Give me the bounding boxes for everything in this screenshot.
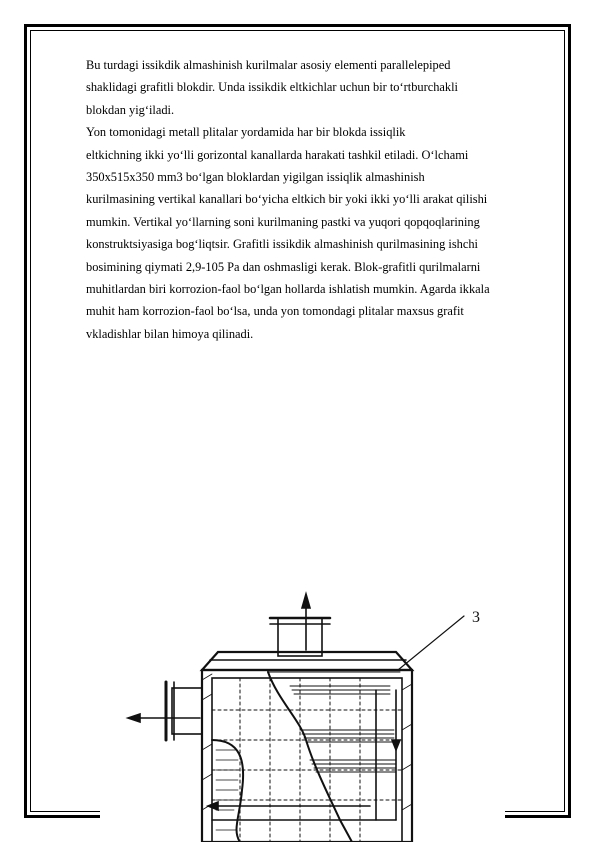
top-cover <box>202 652 412 670</box>
text-line: Bu turdagi issikdik almashinish kurilmalar asosiy elementi parallelepiped <box>86 58 451 72</box>
arrow-up-head <box>302 594 310 608</box>
text-line: muhitlardan biri korrozion-faol bo‘lgan hollarda ishlatish mumkin. Agarda ikkala <box>86 281 490 296</box>
bottom-curve <box>212 740 243 842</box>
text-line: muhit ham korrozion-faol bo‘lsa, unda yon tomondagi plitalar maxsus grafit <box>86 304 464 319</box>
text-line: kurilmasining vertikal kanallari bo‘yicha eltkich bir yoki ikki yo‘lli arakat qilishi <box>86 192 488 207</box>
cutaway-line <box>268 672 352 842</box>
drawing-svg <box>100 590 505 842</box>
text-line: shaklidagi grafitli blokdir. Unda issikdik eltkichlar uchun bir to‘rtburchakli <box>86 80 458 95</box>
text-line: eltkichning ikki yo‘lli gorizontal kanallarda harakati tashkil etiladi. O‘lchami <box>86 147 469 162</box>
heat-exchanger-drawing <box>100 590 505 842</box>
text-line: konstruktsiyasiga bog‘liqtsir. Grafitli issikdik almashinish qurilmasining ishchi <box>86 237 479 252</box>
text-line: Yon tomonidagi metall plitalar yordamida har bir blokda issiqlik <box>86 125 406 140</box>
text-line: bosimining qiymati 2,9-105 Pa dan oshmasligi kerak. Blok-grafitli qurilmalarni <box>86 259 481 274</box>
callout-leader <box>398 616 464 670</box>
callout-label: 3 <box>472 609 480 626</box>
text-line: 350x515x350 mm3 bo‘lgan bloklardan yigilgan issiqlik almashinish <box>86 169 425 184</box>
text-line: blokdan yig‘iladi. <box>86 102 175 117</box>
body-text <box>86 54 556 345</box>
text-line: vkladishlar bilan himoya qilinadi. <box>86 326 254 341</box>
text-line: mumkin. Vertikal yo‘llarning soni kurilmaning pastki va yuqori qopqoqlarining <box>86 214 480 229</box>
inlet-arrow-head <box>128 714 140 722</box>
side-nozzle <box>172 688 202 734</box>
body-outer <box>202 670 412 842</box>
hatched-blocks <box>290 686 396 772</box>
